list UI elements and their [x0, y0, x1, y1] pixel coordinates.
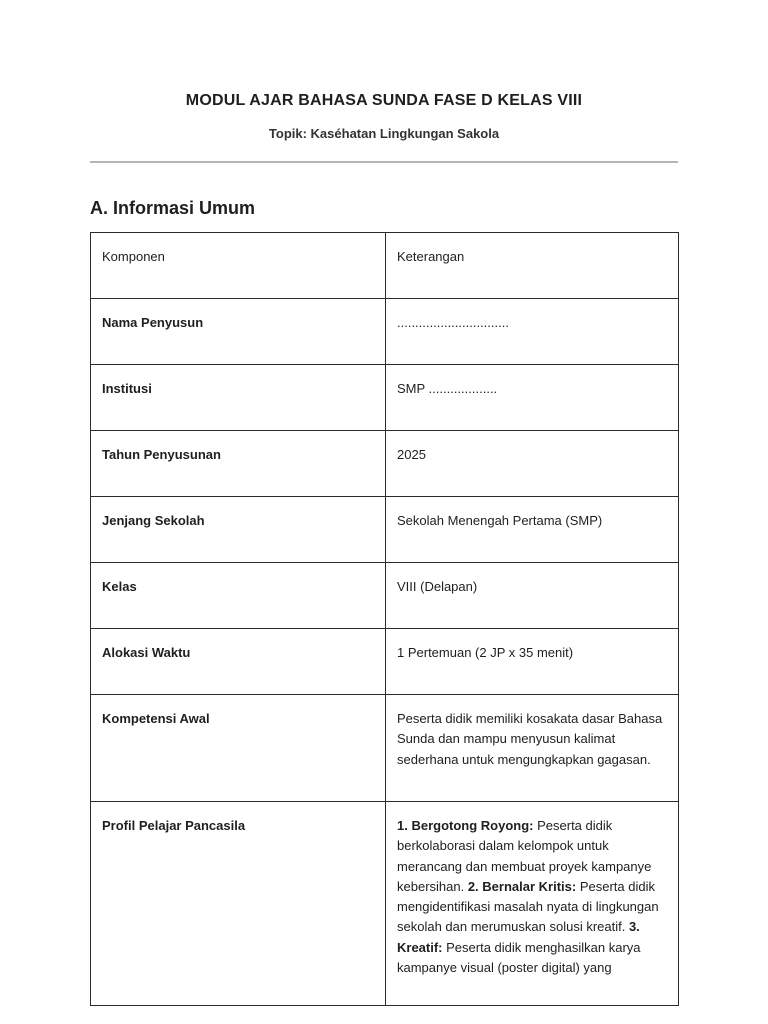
table-row — [91, 497, 679, 563]
document-subtitle: Topik: Kaséhatan Lingkungan Sakola — [268, 126, 500, 141]
profile-label-1: 1. Bergotong Royong: — [397, 818, 534, 833]
row-value: 2025 — [386, 431, 679, 497]
row-value-profile — [386, 802, 679, 1006]
row-value: SMP ................... — [386, 365, 679, 431]
header-cell-description: Keterangan — [386, 233, 679, 299]
profile-text-2: Peserta didik mengidentifikasi masalah nyata di lingkungan sekolah dan merumuskan solusi kreatif. — [397, 878, 659, 935]
table-row — [91, 431, 679, 497]
row-key: Institusi — [91, 365, 386, 431]
table-header-row — [91, 233, 679, 299]
table-row — [91, 299, 679, 365]
row-key: Jenjang Sekolah — [91, 497, 386, 563]
row-key: Nama Penyusun — [91, 299, 386, 365]
row-key: Kelas — [91, 563, 386, 629]
profile-label-3: 3. Kreatif: — [397, 919, 640, 955]
table-row — [91, 563, 679, 629]
info-table — [90, 232, 679, 1006]
row-value: Sekolah Menengah Pertama (SMP) — [386, 497, 679, 563]
section-heading: A. Informasi Umum — [90, 198, 256, 218]
profile-label-2: 2. Bernalar Kritis: — [467, 878, 577, 894]
row-value: 1 Pertemuan (2 JP x 35 menit) — [386, 629, 679, 695]
row-value: VIII (Delapan) — [386, 563, 679, 629]
row-key: Alokasi Waktu — [91, 629, 386, 695]
header-cell-component: Komponen — [91, 233, 386, 299]
document-title: MODUL AJAR BAHASA SUNDA FASE D KELAS VIII — [185, 92, 583, 109]
profile-text-3: Peserta didik menghasilkan karya kampanye visual (poster digital) yang — [397, 939, 641, 976]
row-key: Profil Pelajar Pancasila — [91, 802, 386, 1006]
row-key: Tahun Penyusunan — [91, 431, 386, 497]
table-row — [91, 695, 679, 802]
row-value: ............................... — [386, 299, 679, 365]
table-row — [91, 365, 679, 431]
table-row — [91, 629, 679, 695]
row-value: Peserta didik memiliki kosakata dasar Bahasa Sunda dan mampu menyusun kalimat sederhana untuk mengungkapkan gagasan. — [386, 695, 679, 802]
profile-text-1: Peserta didik berkolaborasi dalam kelompok untuk merancang dan membuat proyek kampanye kebersihan. — [397, 818, 652, 894]
row-key: Kompetensi Awal — [91, 695, 386, 802]
horizontal-divider — [90, 161, 678, 163]
table-row — [91, 802, 679, 1006]
